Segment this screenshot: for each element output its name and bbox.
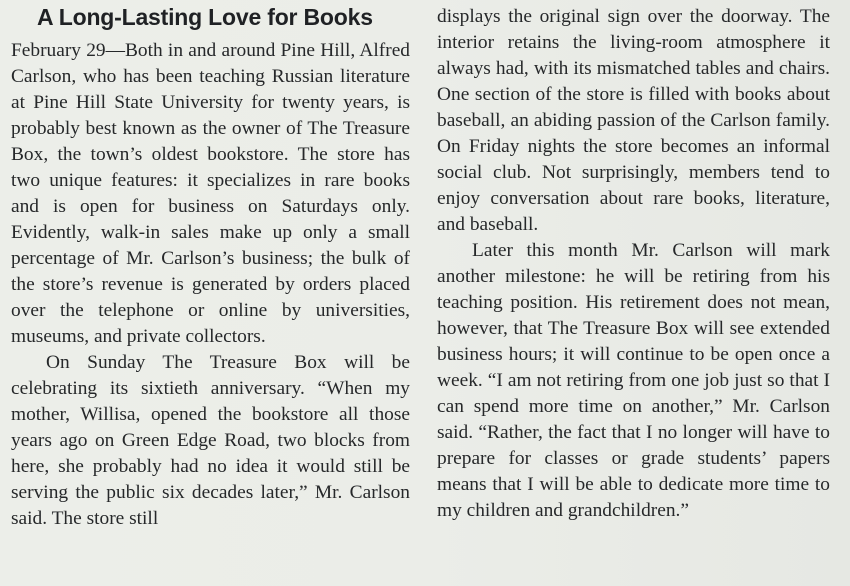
paragraph-2-continued: displays the original sign over the doorway. The interior retains the living-room atmosphere it always had, with its mismatched tables and chairs. One section of the store is filled with books about baseball, an abiding passion of the Carlson family. On Friday nights the store becomes an informal social club. Not surprisingly, members tend to enjoy conversation about rare books, literature, and baseball. — [437, 6, 830, 235]
right-column — [437, 4, 830, 524]
paragraph-1: February 29—Both in and around Pine Hill, Alfred Carlson, who has been teaching Russian literature at Pine Hill State University for twenty years, is probably best known as the owner of The Treasure Box, the town’s oldest bookstore. The store has two unique features: it specializes in rare books and is open for business on Saturdays only. Evidently, walk-in sales make up only a small percentage of Mr. Carlson’s business; the bulk of the store’s revenue is generated by orders placed over the telephone or online by universities, museums, and private collectors. — [11, 40, 410, 347]
paragraph-3: Later this month Mr. Carlson will mark another milestone: he will be retiring from his teaching position. His retirement does not mean, however, that The Treasure Box will see extended business hours; it will continue to be open once a week. “I am not retiring from one job just so that I can spend more time on another,” Mr. Carlson said. “Rather, the fact that I no longer will have to prepare for classes or grade students’ papers means that I will be able to dedicate more time to my children and grandchildren.” — [437, 240, 830, 521]
paragraph-2: On Sunday The Treasure Box will be celebrating its sixtieth anniversary. “When my mother, Willisa, opened the bookstore all those years ago on Green Edge Road, two blocks from here, she probably had no idea it would still be serving the public six decades later,” Mr. Carlson said. The store still — [11, 352, 410, 529]
article-headline: A Long-Lasting Love for Books — [37, 4, 373, 30]
left-column — [11, 38, 410, 532]
